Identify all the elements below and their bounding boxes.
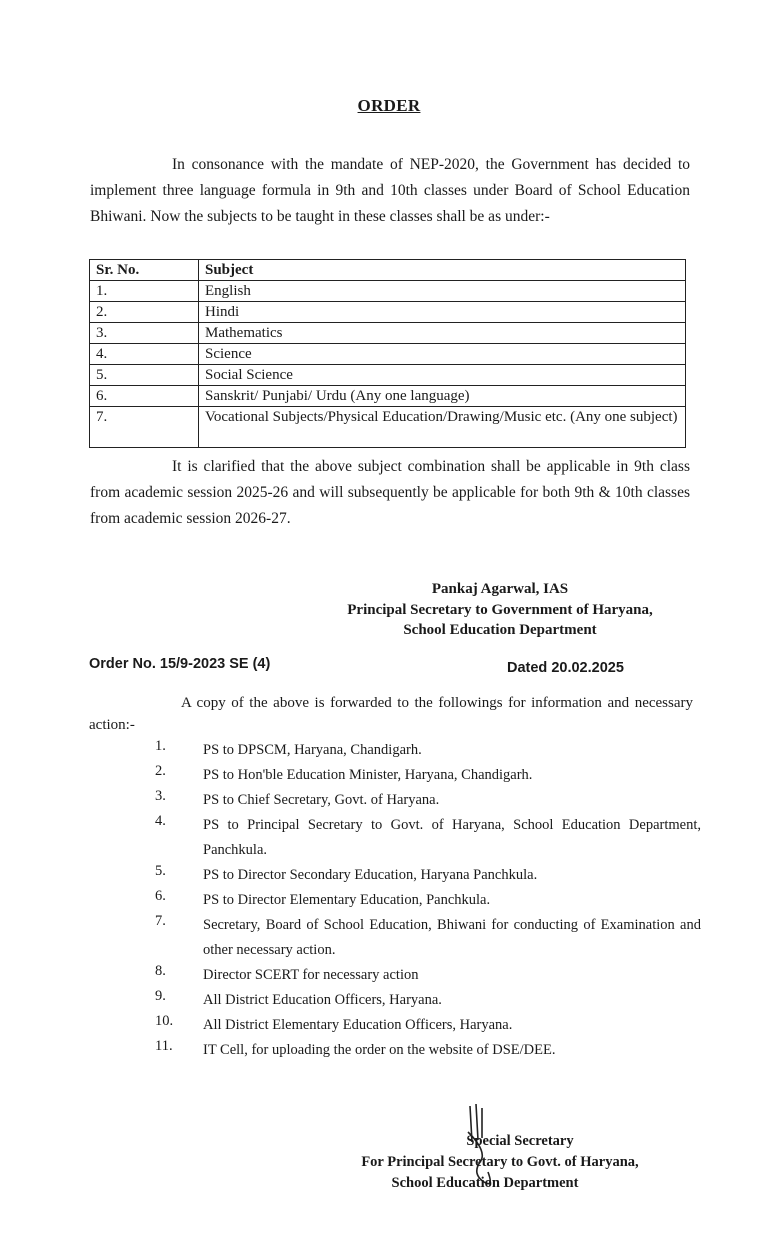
signatory-department: School Education Department — [403, 622, 597, 638]
list-item-text: Director SCERT for necessary action — [203, 967, 419, 983]
intro-text: In consonance with the mandate of NEP-2020, the Government has decided to implement three language formula in 9th and 10th classes under Board of School Education Bhiwani. Now the subjects to be taught in these classes shall be as under:- — [90, 156, 690, 225]
list-item-number: 4. — [155, 813, 166, 829]
list-item-number: 3. — [155, 788, 166, 804]
clarification-paragraph — [90, 454, 690, 532]
footer-line3: School Education Department — [391, 1175, 579, 1191]
subjects-table — [89, 259, 686, 448]
list-item-number: 7. — [155, 913, 166, 929]
list-item-text: PS to Hon'ble Education Minister, Haryana, Chandigarh. — [203, 767, 533, 783]
table-cell-sr-no: 7. — [90, 407, 199, 448]
list-item-number: 1. — [155, 738, 166, 754]
list-item — [89, 913, 701, 963]
table-cell-sr-no: 6. — [90, 386, 199, 407]
table-cell-sr-no: 3. — [90, 323, 199, 344]
list-item — [89, 738, 701, 763]
table-cell-subject: Mathematics — [199, 323, 686, 344]
footer-signatory-block — [300, 1131, 700, 1194]
list-item-number: 5. — [155, 863, 166, 879]
recipient-list — [89, 738, 701, 1063]
list-item-text: IT Cell, for uploading the order on the website of DSE/DEE. — [203, 1042, 556, 1058]
list-item — [89, 963, 701, 988]
list-item — [89, 988, 701, 1013]
list-item-text: All District Education Officers, Haryana. — [203, 992, 442, 1008]
table-row — [90, 302, 686, 323]
header-subject: Subject — [199, 260, 686, 281]
list-item-text: PS to DPSCM, Haryana, Chandigarh. — [203, 742, 422, 758]
list-item-text: PS to Chief Secretary, Govt. of Haryana. — [203, 792, 440, 808]
list-item-number: 10. — [155, 1013, 174, 1029]
table-cell-sr-no: 5. — [90, 365, 199, 386]
list-item — [89, 1038, 701, 1063]
list-item-number: 6. — [155, 888, 166, 904]
table-header-row — [90, 260, 686, 281]
table-row — [90, 386, 686, 407]
list-item — [89, 763, 701, 788]
header-sr-no: Sr. No. — [90, 260, 199, 281]
list-item-number: 9. — [155, 988, 166, 1004]
table-cell-subject: Sanskrit/ Punjabi/ Urdu (Any one language) — [199, 386, 686, 407]
table-cell-sr-no: 4. — [90, 344, 199, 365]
list-item — [89, 813, 701, 863]
table-cell-subject: Social Science — [199, 365, 686, 386]
table-row — [90, 281, 686, 302]
list-item — [89, 888, 701, 913]
signatory-name: Pankaj Agarwal, IAS — [431, 581, 569, 597]
table-cell-subject: Science — [199, 344, 686, 365]
signatory-block — [250, 579, 750, 641]
forward-text: A copy of the above is forwarded to the followings for information and necessary action:- — [89, 695, 693, 733]
list-item-number: 11. — [155, 1038, 173, 1054]
list-item-number: 2. — [155, 763, 166, 779]
list-item-text: All District Elementary Education Officers, Haryana. — [203, 1017, 513, 1033]
footer-line1: Special Secretary — [466, 1133, 574, 1149]
page-title: ORDER — [357, 96, 421, 115]
forward-paragraph — [89, 692, 693, 736]
order-date: Dated 20.02.2025 — [507, 660, 624, 676]
table-cell-sr-no: 1. — [90, 281, 199, 302]
signatory-designation: Principal Secretary to Government of Haryana, — [347, 601, 653, 618]
table-row — [90, 344, 686, 365]
footer-line2: For Principal Secretary to Govt. of Haryana, — [361, 1154, 639, 1170]
order-number: Order No. 15/9-2023 SE (4) — [89, 656, 271, 672]
table-cell-subject: English — [199, 281, 686, 302]
list-item — [89, 863, 701, 888]
clarification-text: It is clarified that the above subject combination shall be applicable in 9th class from academic session 2025-26 and will subsequently be applicable for both 9th & 10th classes from academic session 2026-27. — [90, 458, 690, 527]
list-item-number: 8. — [155, 963, 166, 979]
list-item — [89, 788, 701, 813]
list-item-text: PS to Director Elementary Education, Panchkula. — [203, 892, 491, 908]
intro-paragraph — [90, 152, 690, 230]
table-row — [90, 323, 686, 344]
table-row — [90, 365, 686, 386]
table-cell-subject: Vocational Subjects/Physical Education/Drawing/Music etc. (Any one subject) — [199, 407, 686, 448]
list-item — [89, 1013, 701, 1038]
table-cell-subject: Hindi — [199, 302, 686, 323]
list-item-text: PS to Director Secondary Education, Haryana Panchkula. — [203, 867, 538, 883]
list-item-text: PS to Principal Secretary to Govt. of Haryana, School Education Department, Panchkula. — [203, 817, 701, 858]
list-item-text: Secretary, Board of School Education, Bhiwani for conducting of Examination and other necessary action. — [203, 917, 701, 958]
table-cell-sr-no: 2. — [90, 302, 199, 323]
table-row — [90, 407, 686, 448]
